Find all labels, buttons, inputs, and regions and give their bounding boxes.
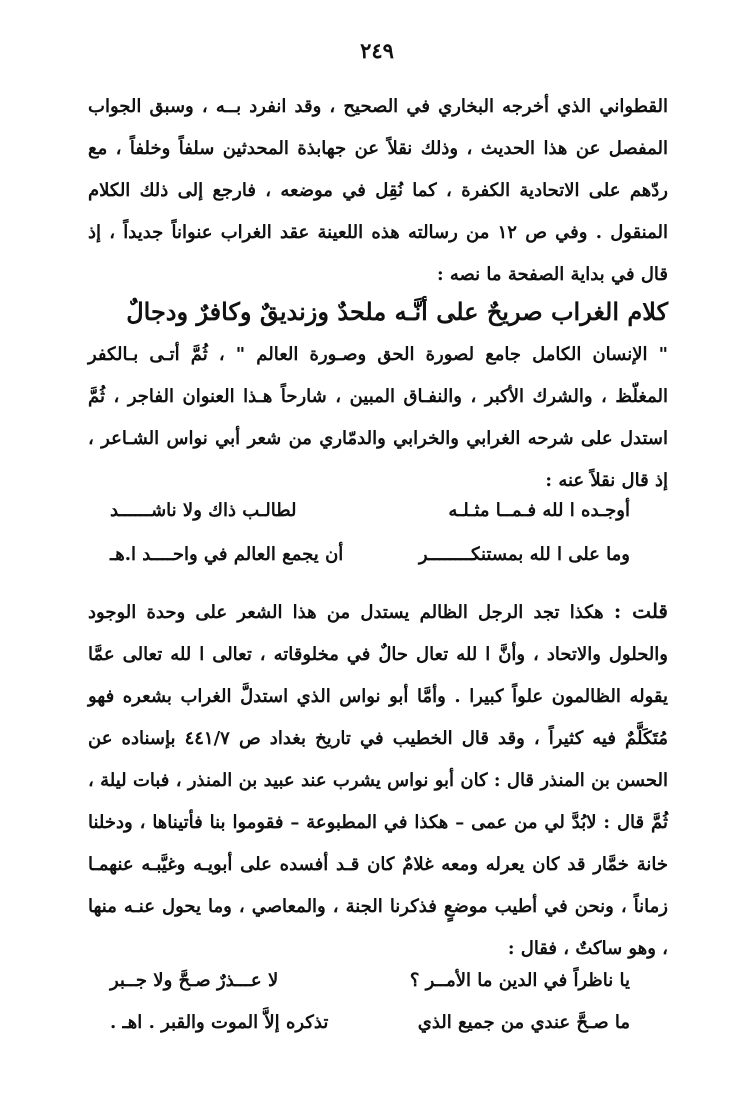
verse-second-hemistich: لا عـــذرٌ صـحَّ ولا جــبر <box>110 970 279 991</box>
verse-second-hemistich: تذكره إلاَّ الموت والقبر . اهـ . <box>110 1012 329 1033</box>
poem-verse-3 <box>110 970 630 1008</box>
verse-second-hemistich: لطالـب ذاك ولا ناشــــــد <box>110 500 297 521</box>
verse-first-hemistich: يا ناظراً في الدين ما الأمــر ؟ <box>409 970 630 991</box>
verse-second-hemistich: أن يجمع العالم في واحــــد ا.هـ <box>110 544 344 565</box>
verse-first-hemistich: ما صـحَّ عندي من جميع الذي <box>417 1012 630 1033</box>
paragraph-intro: القطواني الذي أخرجه البخاري في الصحيح ، وقد انفرد بــه ، وسبق الجواب المفصل عن هذا الحديث ، وذلك نقلاً عن جهابذة المحدثين سلفاً وخلفاً ، مع ردّهم على الاتحادية الكفرة ، كما نُقِل في موضعه ، فارجع إلى ذلك الكلام المنقول . وفي ص ١٢ من رسالته هذه اللعينة عقد الغراب عنواناً جديداً ، إذ قال في بداية الصفحة ما نصه : <box>88 96 669 285</box>
commentary-text: هكذا تجد الرجل الظالم يستدل من هذا الشعر على وحدة الوجود والحلول والاتحاد ، وأنَّ ا لله تعال حالٌ في مخلوقاته ، تعالى ا لله تعالى عمَّا يقوله الظالمون علواً كبيرا . وأمَّا أبو نواس الذي استدلَّ الغراب بشعره فهو مُتَكَلَّمٌ فيه كثيراً ، وقد قال الخطيب في تاريخ بغداد ص ٤٤١/٧ بإسناده عن الحسن بن المنذر قال : كان أبو نواس يشرب عند عبيد بن المنذر ، فبات ليلة ، ثُمَّ قال : لابُدَّ لي من عمى – هكذا في المطبوعة – فقوموا بنا فأتيناها ، ودخلنا خانة خمَّار قد كان يعرله ومعه غلامٌ كان قـد أفسده على أبويـه وغيَّبـه عنهمـا زماناً ، ونحن في أطيب موضعٍ فذكرنا الجنة ، والمعاصي ، وما يحول عنـه منها ، وهو ساكتٌ ، فقال : <box>88 602 668 959</box>
verse-first-hemistich: أوجـده ا لله فـمــا مثـلـه <box>448 500 630 521</box>
paragraph-commentary <box>88 590 668 970</box>
poem-verse-1 <box>110 500 630 538</box>
verse-first-hemistich: وما على ا لله بمستنكــــــــر <box>418 544 630 565</box>
page-number: ٢٤٩ <box>360 38 394 63</box>
paragraph-quote: " الإنسان الكامل جامع لصورة الحق وصـورة العالم " ، ثُمَّ أتـى بـالكفر المغلّظ ، والشرك الأكبر ، والنفـاق المبين ، شارحاً هـذا العنوان الفاجر ، ثُمَّ استدل على شرحه الغرابي والخرابي والدمّاري من شعر أبي نواس الشـاعر ، إذ قال نقلاً عنه : <box>88 344 668 491</box>
poem-verse-4 <box>110 1012 630 1050</box>
qult-label: قلت : <box>613 599 668 623</box>
poem-verse-2 <box>110 544 630 582</box>
section-heading: كلام الغراب صريحٌ على أنَّـه ملحدٌ وزنديقٌ وكافرٌ ودجالٌ <box>126 297 668 326</box>
